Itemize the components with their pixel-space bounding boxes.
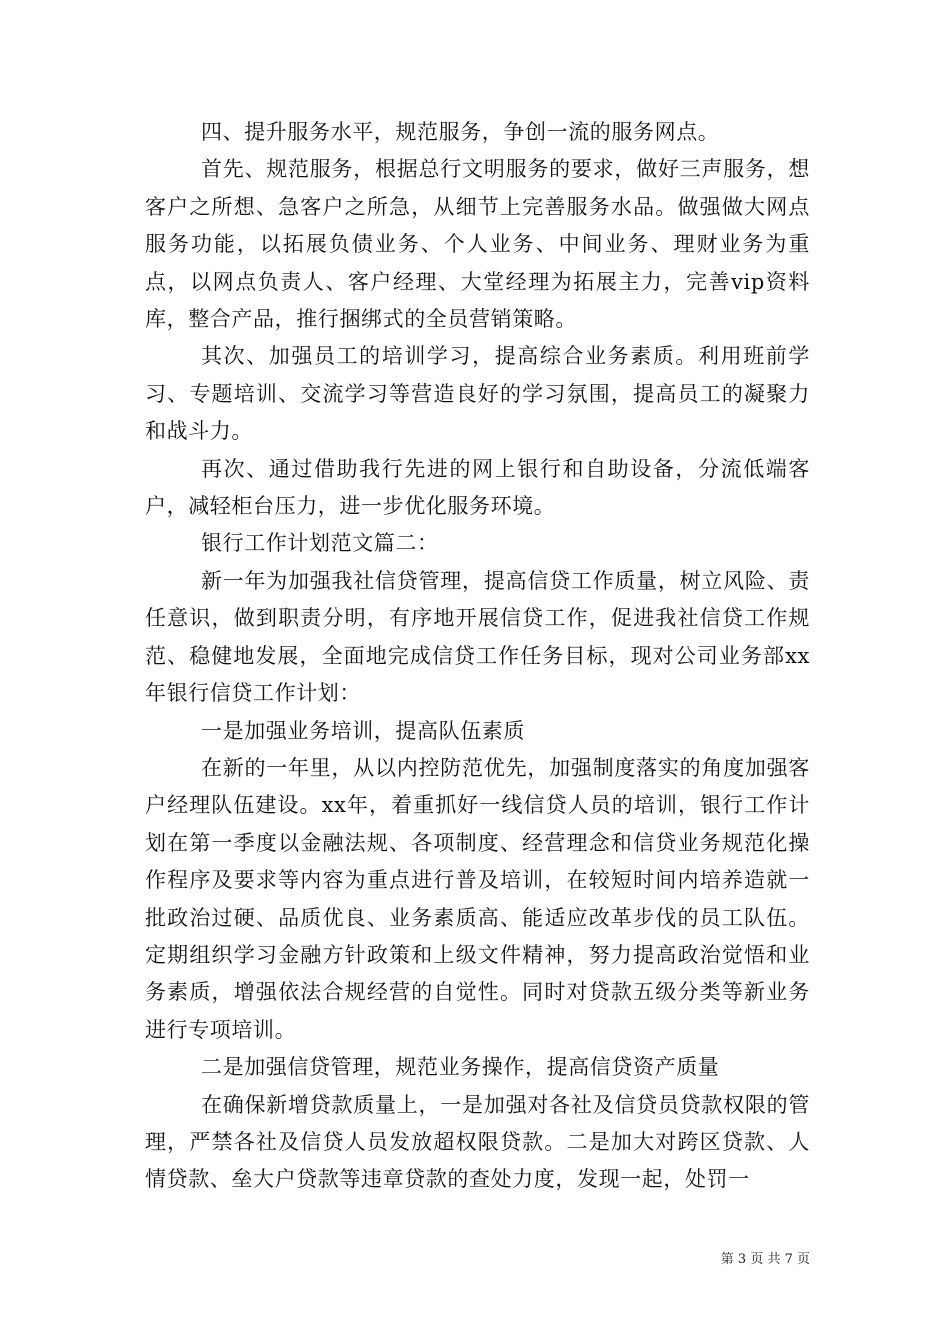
heading-section-four: 四、提升服务水平，规范服务，争创一流的服务网点。 <box>201 120 720 144</box>
paragraph-credit-intro: 新一年为加强我社信贷管理，提高信贷工作质量，树立风险、责任意识，做到职责分明，有序地开展信贷工作，促进我社信贷工作规范、稳健地发展，全面地完成信贷工作任务目标，现对公司业务部xx年银行信贷工作计划： <box>145 568 810 706</box>
document-body <box>145 114 810 1199</box>
paragraph-online-banking: 再次、通过借助我行先进的网上银行和自助设备，分流低端客户，减轻柜台压力，进一步优化服务环境。 <box>145 456 810 519</box>
paragraph-staff-training: 其次、加强员工的培训学习，提高综合业务素质。利用班前学习、专题培训、交流学习等营造良好的学习氛围，提高员工的凝聚力和战斗力。 <box>145 344 810 444</box>
heading-sample-two: 银行工作计划范文篇二： <box>201 531 439 556</box>
heading-business-training: 一是加强业务培训，提高队伍素质 <box>201 718 525 743</box>
paragraph-standardize-service: 首先、规范服务，根据总行文明服务的要求，做好三声服务，想客户之所想、急客户之所急，从细节上完善服务水品。做强做大网点服务功能，以拓展负债业务、个人业务、中间业务、理财业务为重点，以网点负责人、客户经理、大堂经理为拓展主力，完善vip资料库，整合产品，推行捆绑式的全员营销策略。 <box>145 157 810 332</box>
paragraph-loan-quality: 在确保新增贷款质量上，一是加强对各社及信贷员贷款权限的管理，严禁各社及信贷人员发放超权限贷款。二是加大对跨区贷款、人情贷款、垒大户贷款等违章贷款的查处力度，发现一起，处罚一 <box>145 1092 810 1192</box>
page-number-footer: 第 3 页 共 7 页 <box>720 1252 810 1267</box>
heading-credit-management: 二是加强信贷管理，规范业务操作，提高信贷资产质量 <box>201 1055 720 1080</box>
paragraph-team-building: 在新的一年里，从以内控防范优先，加强制度落实的角度加强客户经理队伍建设。xx年，着重抓好一线信贷人员的培训，银行工作计划在第一季度以金融法规、各项制度、经营理念和信贷业务规范化操作程序及要求等内容为重点进行普及培训，在较短时间内培养造就一批政治过硬、品质优良、业务素质高、能适应改革步伐的员工队伍。定期组织学习金融方针政策和上级文件精神，努力提高政治觉悟和业务素质，增强依法合规经营的自觉性。同时对贷款五级分类等新业务进行专项培训。 <box>145 755 810 1042</box>
